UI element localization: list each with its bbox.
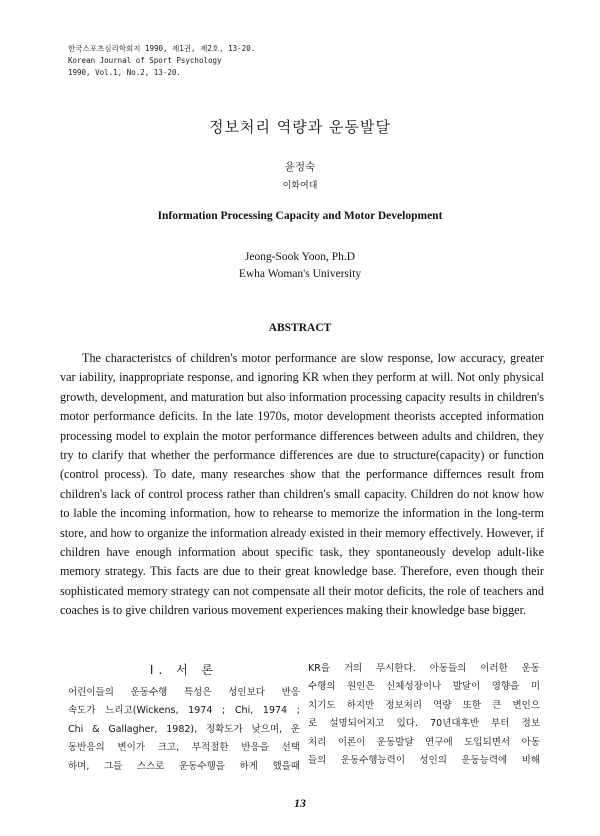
body-line: 치기도 하지만 정보처리 역량 또한 큰 변인으 (308, 699, 540, 711)
body-line: 로 설명되어지고 있다. 70년대후반 부터 정보 (308, 718, 540, 730)
body-line: 속도가 느리고(Wickens, 1974 ; Chi, 1974 ; (68, 705, 300, 717)
body-line: 동반응의 변이가 크고, 부적절한 반응을 선택 (68, 742, 300, 754)
body-line: 수행의 원인은 신체성장이나 발달이 영향을 미 (308, 681, 540, 693)
citation-line-korean: 한국스포츠심리학회지 1990, 제1권, 제2호, 13-20. (68, 44, 256, 53)
title-korean: 정보처리 역량과 운동발달 (209, 118, 391, 136)
body-column-left (68, 660, 300, 776)
author-english: Jeong-Sook Yoon, Ph.D (244, 251, 356, 263)
page-number: 13 (294, 796, 306, 810)
body-line: KR을 거의 무시한다. 아동들의 이러한 운동 (308, 663, 540, 674)
citation-line-volume: 1990, Vol.1, No.2, 13-20. (68, 68, 181, 77)
citation-line-journal: Korean Journal of Sport Psychology (68, 56, 222, 65)
body-line: 어린이들의 운동수행 특성은 성인보다 반응 (68, 687, 300, 698)
author-korean: 윤정숙 (284, 161, 316, 173)
body-line: 처리 이론이 운동발달 연구에 도입되면서 아동 (308, 736, 540, 748)
body-line: 하며, 그들 스스로 운동수행을 하게 했을때 (68, 760, 300, 772)
affiliation-english: Ewha Woman's University (238, 268, 362, 280)
body-line: 들의 운동수행능력이 성인의 운동능력에 비해 (308, 755, 540, 767)
affiliation-korean: 이화여대 (282, 181, 318, 191)
title-english: Information Processing Capacity and Motor Development (157, 210, 443, 222)
section-heading: Ⅰ. 서 론 (149, 663, 219, 677)
body-line: Chi & Gallagher, 1982), 정확도가 낮으며, 운 (68, 723, 300, 735)
journal-citation (68, 43, 255, 79)
abstract-body: The characteristcs of children's motor performance are slow response, low accuracy, greater var iability, inappropriate response, and ignoring KR when they perform at will. Not only physical growth, development, and maturation but also information processing capacity results in children's motor performance deficits. In the late 1970s, motor development theorists accepted information processing model to explain the motor performance differences between adults and children, they try to clarify that whether the performance differences are due to structure(capacity) or function (control process). To date, many researches show that the performance differnces result from children's lack of control process rather than children's small capacity. Children do not know how to lable the incoming information, how to rehearse to memorize the information in the long-term store, and how to organize the information already existed in their memory effectively. However, if children have enough information about specific task, they spontaneously develop adult-like memory strategy. This facts are due to their great knowledge base. Therefore, even though their sophisticated memory strategy can not compensate all their motor deficits, the role of teachers and coaches is to give children various movement experiences making their knowledge base bigger. (60, 351, 544, 618)
abstract-heading: ABSTRACT (268, 322, 332, 334)
body-column-right (308, 660, 540, 770)
